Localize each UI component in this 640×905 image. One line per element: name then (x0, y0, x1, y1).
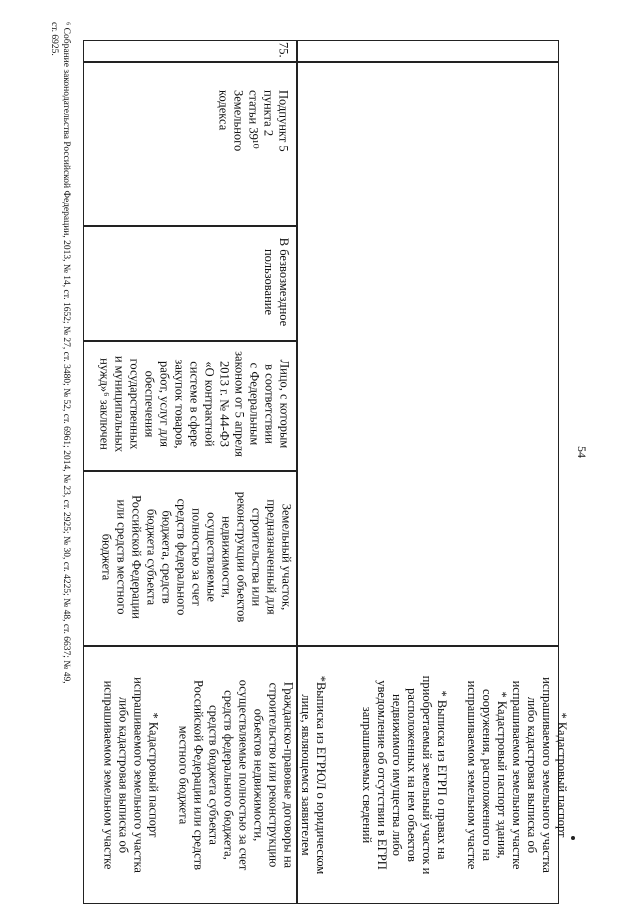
land-plot-cell: Земельный участок, предназначенный для строительства или реконструкции объектов недвижимости, осуществляемые полностью за счет средств федерального бюджета, средств бюджета субъекта Российской Федерации или средств местного бюджета (99, 491, 294, 623)
applicant-cell: Лицо, с которым в соответствии с Федеральным законом от 5 апреля 2013 г. № 44-ФЗ «О контрактной системе в сфере закупок товаров, работ, услуг для обеспечения государственных и муниципальных нужд»⁶ заключен (97, 351, 292, 457)
footnote: ⁶ Собрание законодательства Российской Федерации, 2013, № 14, ст. 1652; № 27, ст. 3480; № 52, ст. 6961; 2014, № 23, ст. 2925; № 30, ст. 4225; № 48, ст. 6637; № 49, ст. 6925. (49, 22, 71, 684)
column-divider (83, 470, 296, 472)
column-divider (83, 645, 559, 647)
right-type-cell: В безвозмездное пользование (262, 237, 291, 327)
legal-basis-cell: Подпункт 5 пункта 2 статьи 39¹⁰ Земельного кодекса (216, 90, 291, 152)
documents-bottom-cell: Гражданско-правовые договоры на строительство или реконструкцию объектов недвижимости, осуществляемые полностью за счет средств федерального бюджета, средств бюджета субъекта Российской Федерации или средств местного бюджета * Кадастровый паспорт испрашиваемого земельного участка либо кадастровая выписка об испрашиваемом земельном участке (101, 677, 296, 873)
page-number: 54 (575, 446, 589, 458)
column-divider (83, 340, 296, 342)
documents-top-cell: * Кадастровый паспорт испрашиваемого земельного участка либо кадастровая выписка об испрашиваемом земельном участке * Кадастровый паспорт здания, сооружения, расположенного на испрашиваемом земельном участке * Выписка из ЕГРП о правах на приобретаемый земельный участок и расположенных на нем объектов недвижимого имущества либо уведомление об отсутствии в ЕГРП запрашиваемых сведений (360, 675, 569, 875)
column-divider (83, 61, 559, 63)
documents-middle-cell: *Выписка из ЕГРЮЛ о юридическом лице, являющемся заявителем (299, 675, 328, 875)
bullet-mark (571, 836, 575, 840)
row-number: 75. (276, 42, 291, 58)
